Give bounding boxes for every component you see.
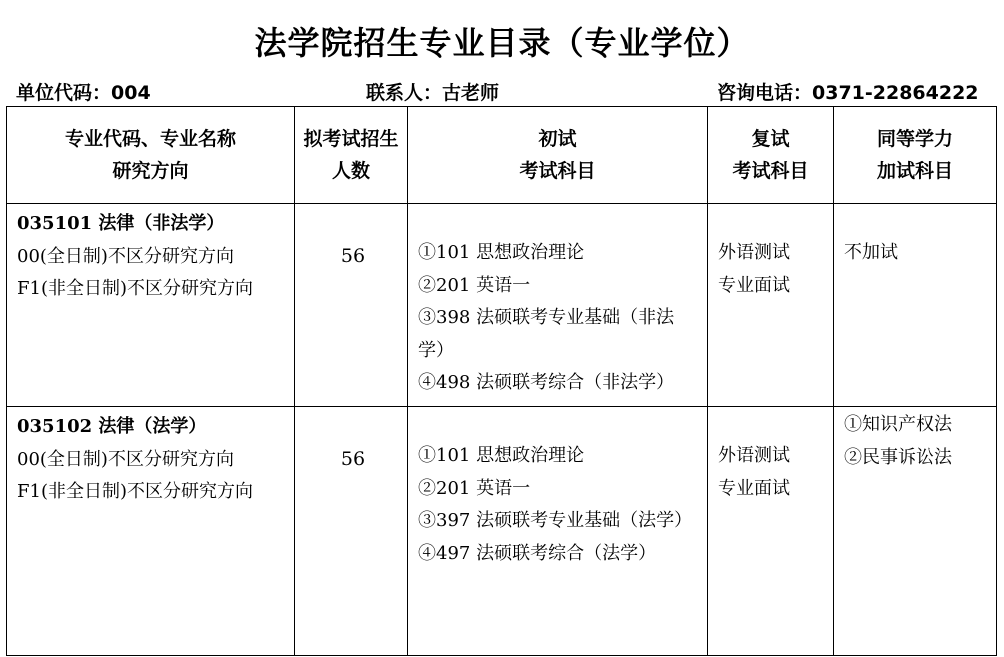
retest-item: 外语测试 xyxy=(718,242,790,263)
retest-exam-list xyxy=(708,407,833,505)
program-cell xyxy=(7,407,295,656)
exam-item: ④497 法硕联考综合（法学） xyxy=(418,542,657,564)
header-extra-line1: 同等学力 xyxy=(876,128,953,150)
extra-item: ②民事诉讼法 xyxy=(844,446,952,468)
header-program-line1: 专业代码、专业名称 xyxy=(64,128,236,150)
extra-exam-cell xyxy=(834,204,997,407)
header-initial-line2: 考试科目 xyxy=(519,160,596,182)
header-enrollment-line1: 拟考试招生 xyxy=(303,128,399,150)
enrollment-cell xyxy=(295,407,408,656)
extra-exam-list xyxy=(834,204,996,270)
enrollment-count: 56 xyxy=(340,448,366,470)
exam-item: ③397 法硕联考专业基础（法学） xyxy=(418,510,693,531)
enrollment-count: 56 xyxy=(340,245,366,267)
direction-item: 00(全日制)不区分研究方向 xyxy=(17,448,234,470)
exam-item: ③398 法硕联考专业基础（非法学） xyxy=(418,307,675,361)
extra-exam-list xyxy=(834,407,996,474)
program-catalog-table xyxy=(6,106,997,656)
program-name: 035102 法律（法学） xyxy=(17,416,207,437)
exam-item: ②201 英语一 xyxy=(418,274,531,296)
header-extra-line2: 加试科目 xyxy=(876,160,953,182)
retest-exam-cell xyxy=(708,204,834,407)
retest-exam-list xyxy=(708,204,833,302)
retest-item: 外语测试 xyxy=(718,445,790,466)
header-retest-line2: 考试科目 xyxy=(732,160,809,182)
retest-item: 专业面试 xyxy=(718,477,790,499)
exam-item: ④498 法硕联考综合（非法学） xyxy=(418,372,675,393)
header-enrollment-line2: 人数 xyxy=(331,160,370,182)
program-cell xyxy=(7,204,295,407)
initial-exam-list xyxy=(408,204,707,400)
exam-item: ①101 思想政治理论 xyxy=(418,445,585,466)
initial-exam-cell xyxy=(408,407,708,656)
exam-item: ②201 英语一 xyxy=(418,477,531,499)
table-header-row xyxy=(7,107,997,204)
table-row xyxy=(7,204,997,407)
exam-item: ①101 思想政治理论 xyxy=(418,242,585,263)
direction-item: F1(非全日制)不区分研究方向 xyxy=(17,481,253,502)
header-enrollment xyxy=(295,107,408,204)
header-program xyxy=(7,107,295,204)
header-program-line2: 研究方向 xyxy=(112,160,189,182)
retest-item: 专业面试 xyxy=(718,274,790,296)
extra-exam-cell xyxy=(834,407,997,656)
extra-item: 不加试 xyxy=(844,242,898,263)
contact-person: 联系人：古老师 xyxy=(366,82,500,104)
header-retest-line1: 复试 xyxy=(751,128,790,150)
initial-exam-list xyxy=(408,407,707,570)
header-initial-line1: 初试 xyxy=(538,128,577,150)
direction-item: 00(全日制)不区分研究方向 xyxy=(17,245,234,267)
header-extra-exam xyxy=(834,107,997,204)
initial-exam-cell xyxy=(408,204,708,407)
header-retest-exam xyxy=(708,107,834,204)
extra-item: ①知识产权法 xyxy=(844,414,952,435)
page-title: 法学院招生专业目录（专业学位） xyxy=(254,24,750,62)
enrollment-cell xyxy=(295,204,408,407)
retest-exam-cell xyxy=(708,407,834,656)
program-name: 035101 法律（非法学） xyxy=(17,213,225,234)
direction-item: F1(非全日制)不区分研究方向 xyxy=(17,278,253,299)
consult-phone: 咨询电话：0371-22864222 xyxy=(717,82,979,104)
unit-code: 单位代码：004 xyxy=(16,82,151,104)
table-row xyxy=(7,407,997,656)
header-initial-exam xyxy=(408,107,708,204)
